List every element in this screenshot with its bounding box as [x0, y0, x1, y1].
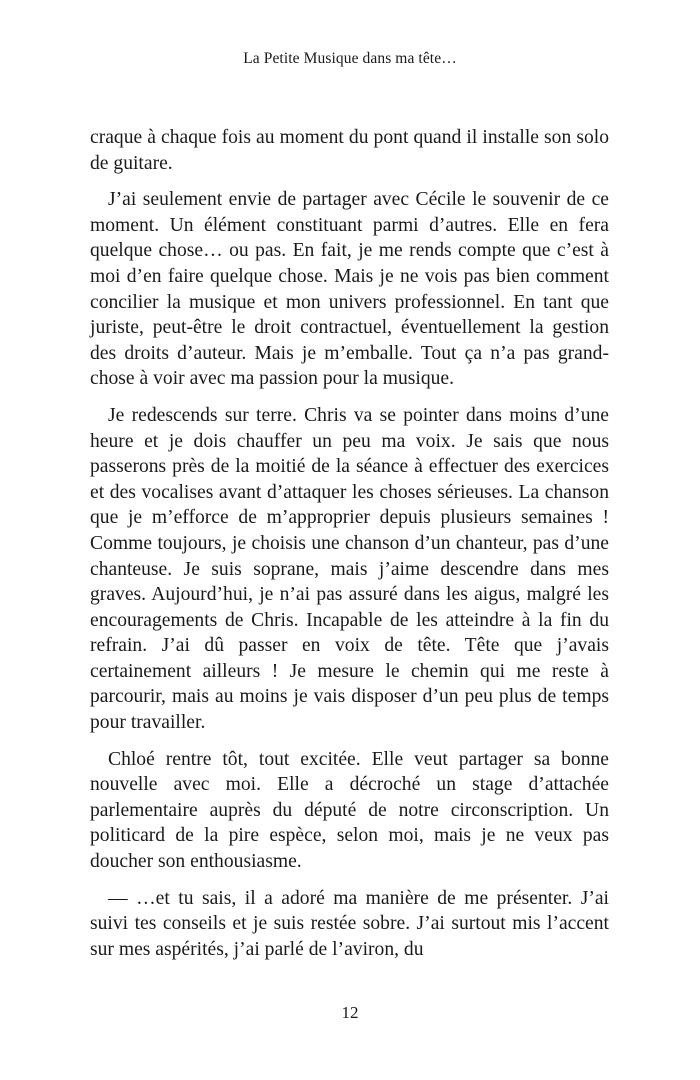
running-header-title: La Petite Musique dans ma tête…	[243, 50, 457, 67]
page-body-text	[90, 125, 609, 973]
paragraph: Je redescends sur terre. Chris va se pointer dans moins d’une heure et je dois chauffer un peu ma voix. Je sais que nous passerons près de la moitié de la séance à effectuer des exercices et des vocalises avant d’attaquer les choses sérieuses. La chanson que je m’efforce de m’approprier depuis plusieurs semaines ! Comme toujours, je choisis une chanson d’un chanteur, pas d’une chanteuse. Je suis soprane, mais j’aime descendre dans mes graves. Aujourd’hui, je n’ai pas assuré dans les aigus, malgré les encouragements de Chris. Incapable de les atteindre à la fin du refrain. J’ai dû passer en voix de tête. Tête que j’avais certainement ailleurs ! Je mesure le chemin qui me reste à parcourir, mais au moins je vais disposer d’un peu plus de temps pour travailler.	[90, 404, 609, 734]
page-number: 12	[341, 1003, 359, 1022]
paragraph: Chloé rentre tôt, tout excitée. Elle veut partager sa bonne nouvelle avec moi. Elle a décroché un stage d’attachée parlementaire auprès du député de notre circonscription. Un politicard de la pire espèce, selon moi, mais je ne veux pas doucher son enthousiasme.	[90, 748, 609, 873]
paragraph-continuation: craque à chaque fois au moment du pont quand il installe son solo de guitare.	[90, 127, 609, 174]
paragraph: J’ai seulement envie de partager avec Cécile le souvenir de ce moment. Un élément constituant parmi d’autres. Elle en fera quelque chose… ou pas. En fait, je me rends compte que c’est à moi d’en faire quelque chose. Mais je ne vois pas bien comment concilier la musique et mon univers professionnel. En tant que juriste, peut-être le droit contractuel, éventuellement la gestion des droits d’auteur. Mais je m’emballe. Tout ça n’a pas grand-chose à voir avec ma passion pour la musique.	[90, 189, 609, 390]
dialogue-paragraph: — …et tu sais, il a adoré ma manière de me présenter. J’ai suivi tes conseils et je suis restée sobre. J’ai surtout mis l’accent sur mes aspérités, j’ai parlé de l’aviron, du	[90, 887, 609, 960]
